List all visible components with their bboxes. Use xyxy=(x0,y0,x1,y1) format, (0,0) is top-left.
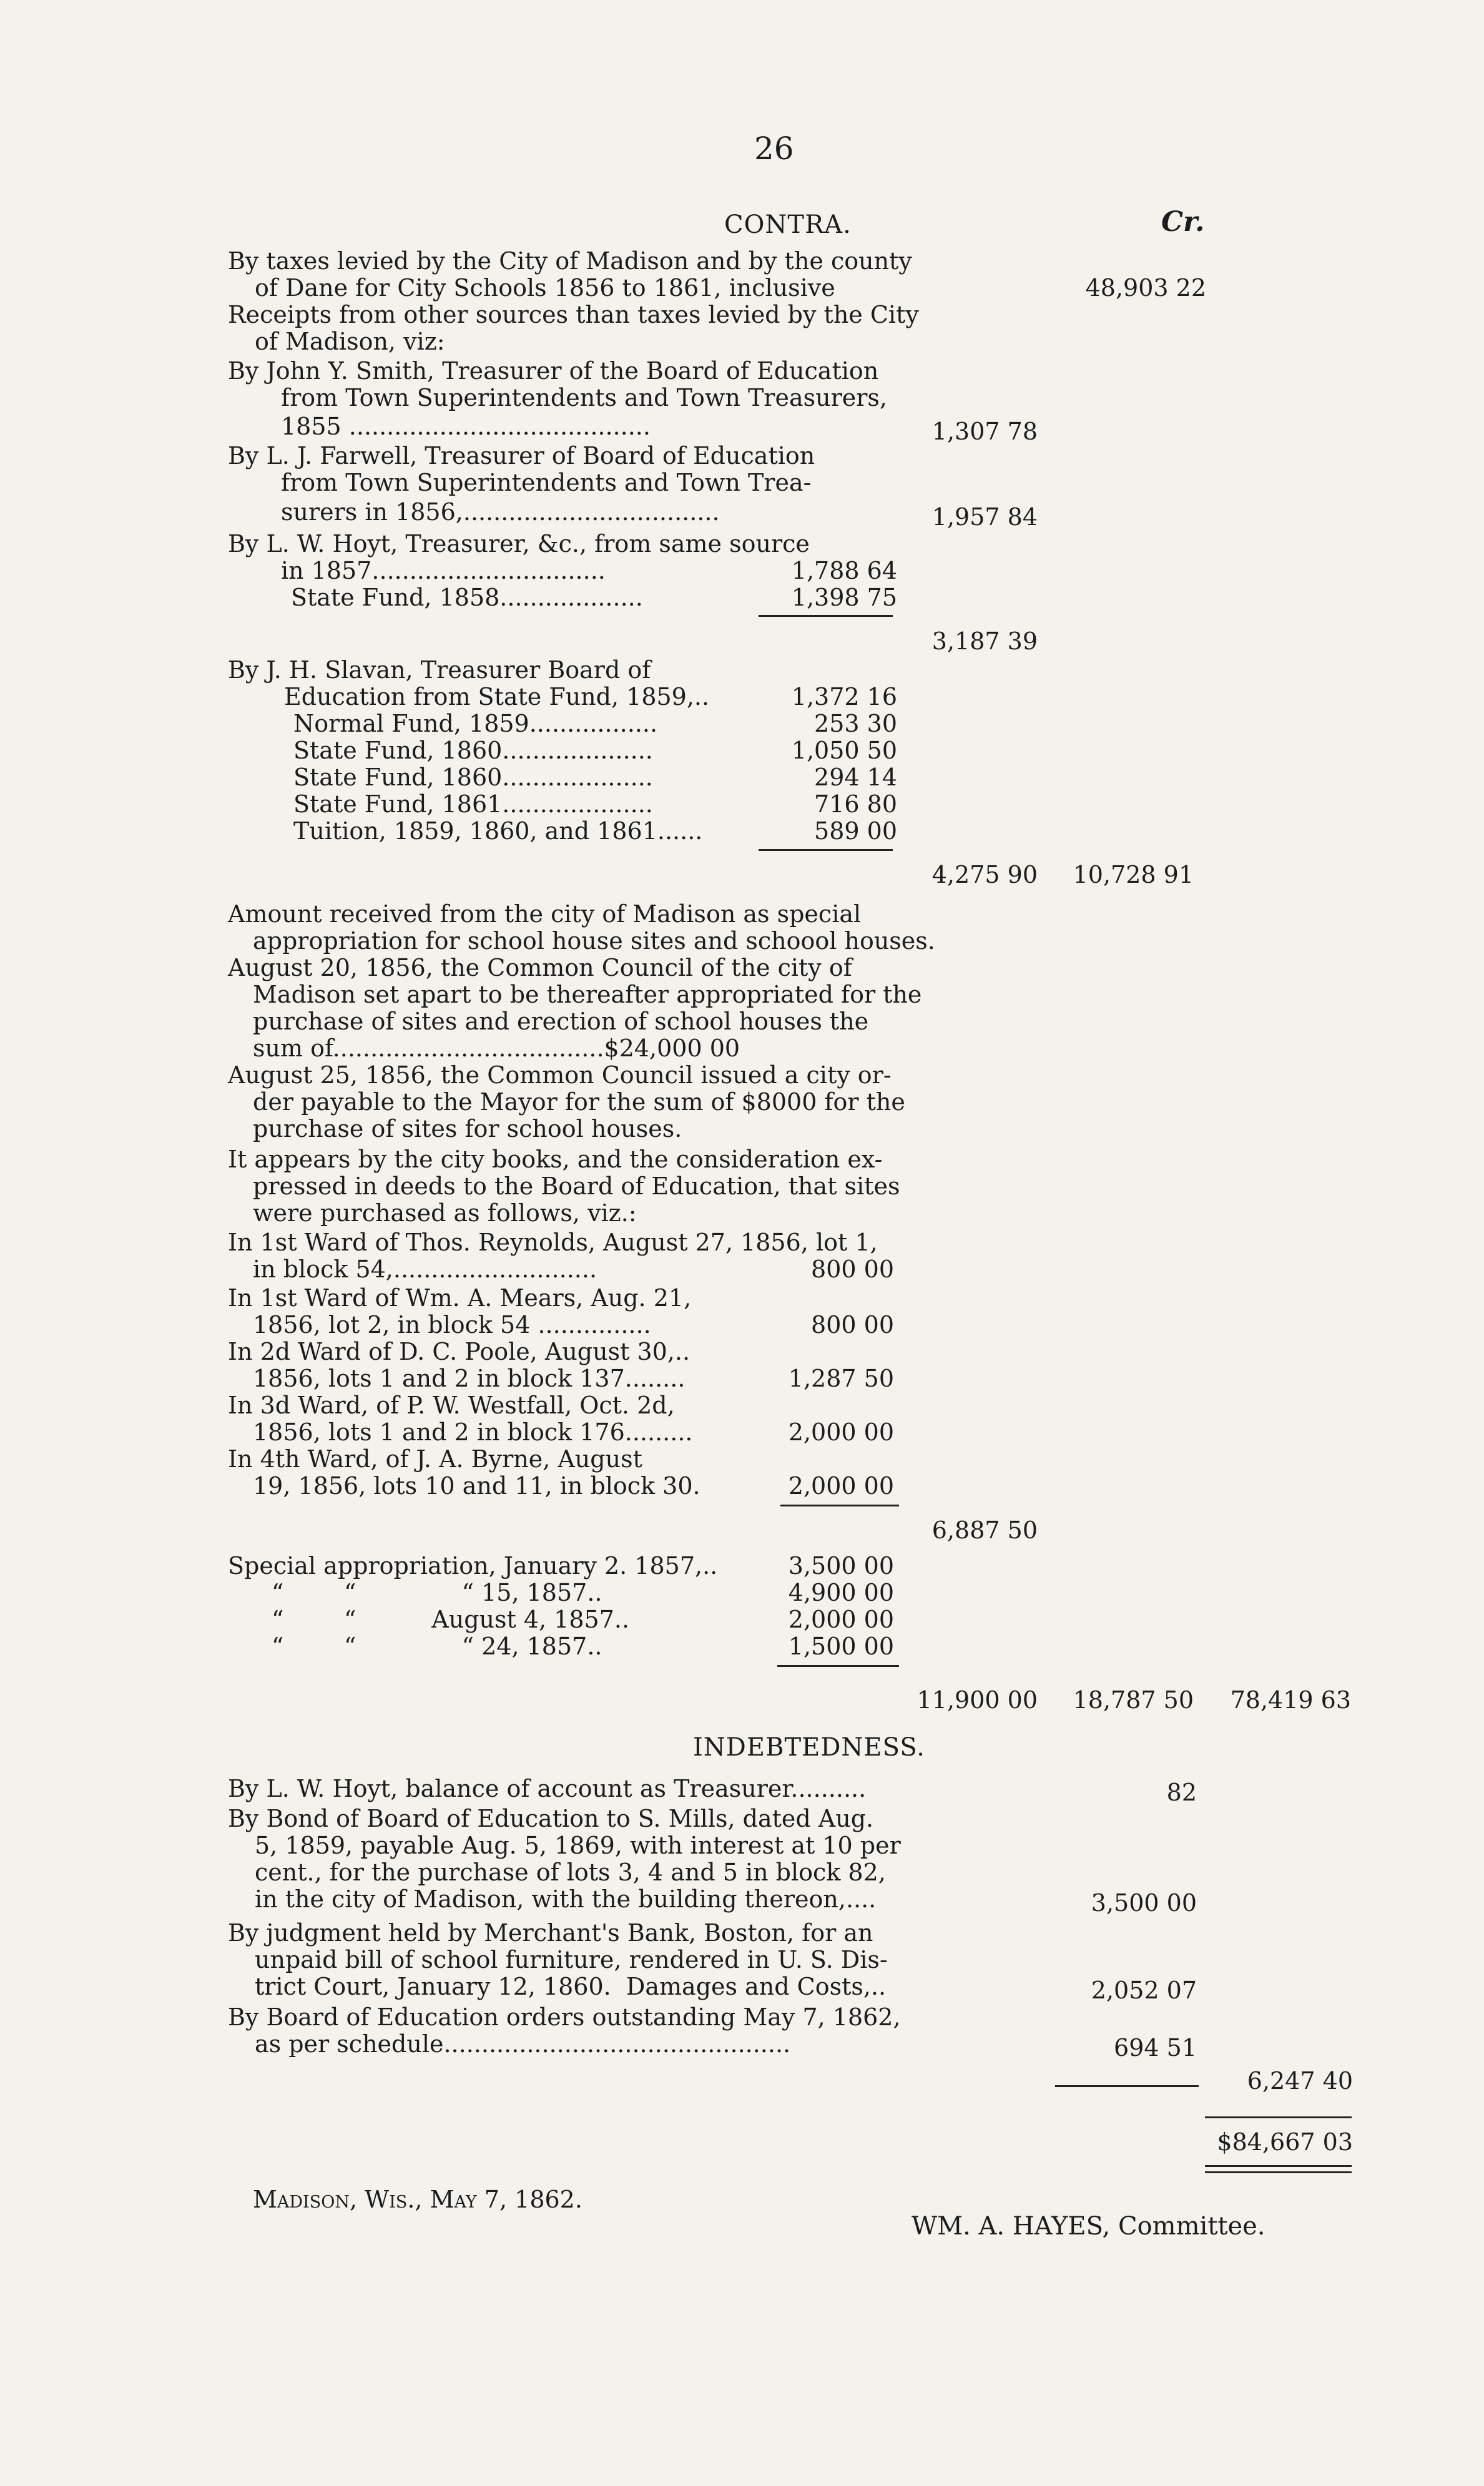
amount: 3,500 00 xyxy=(788,1552,894,1580)
text-line: By J. H. Slavan, Treasurer Board of xyxy=(228,656,651,684)
text-line: August 20, 1856, the Common Council of the city of xyxy=(228,954,852,981)
text-line: of Madison, viz: xyxy=(255,328,445,355)
text-line: unpaid bill of school furniture, rendered in U. S. Dis- xyxy=(255,1946,888,1973)
amount: 1,398 75 xyxy=(791,584,897,611)
text-line: By judgment held by Merchant's Bank, Boston, for an xyxy=(228,1919,873,1947)
text-line: State Fund, 1858................... xyxy=(291,584,643,611)
text-line: Special appropriation, January 2. 1857,.. xyxy=(228,1552,718,1580)
amount: 6,887 50 xyxy=(931,1516,1038,1544)
text-line: in 1857............................... xyxy=(281,557,606,584)
text-line: appropriation for school house sites and schoool houses. xyxy=(253,927,935,955)
text-line: By Bond of Board of Education to S. Mills, dated Aug. xyxy=(228,1805,874,1832)
text-line: State Fund, 1860.................... xyxy=(293,737,653,764)
text-line: “ “ “ 15, 1857.. xyxy=(272,1579,602,1606)
grand-total: $84,667 03 xyxy=(1217,2128,1353,2156)
amount: 1,372 16 xyxy=(791,683,897,710)
sum-rule xyxy=(1055,2085,1199,2087)
sum-rule xyxy=(777,1665,899,1667)
section-title-contra: CONTRA. xyxy=(724,210,852,239)
text-line: of Dane for City Schools 1856 to 1861, inclusive xyxy=(255,274,835,302)
text-line: from Town Superintendents and Town Treasurers, xyxy=(281,384,887,411)
double-rule-top xyxy=(1205,2165,1352,2167)
amount: 3,500 00 xyxy=(1091,1889,1197,1917)
text-line: from Town Superintendents and Town Trea- xyxy=(281,469,812,496)
text-line: pressed in deeds to the Board of Education, that sites xyxy=(253,1172,900,1200)
amount: 1,307 78 xyxy=(931,418,1038,445)
amount: 2,000 00 xyxy=(788,1606,894,1633)
text-line: “ “ “ 24, 1857.. xyxy=(272,1633,602,1660)
amount: 10,728 91 xyxy=(1073,861,1194,888)
sum-rule xyxy=(759,615,893,617)
text-line: 5, 1859, payable Aug. 5, 1869, with interest at 10 per xyxy=(255,1832,901,1859)
amount: 800 00 xyxy=(811,1255,894,1283)
text-line: purchase of sites and erection of school houses the xyxy=(253,1008,869,1035)
place-date: Madison, Wis., May 7, 1862. xyxy=(253,2186,582,2213)
text-line: It appears by the city books, and the consideration ex- xyxy=(228,1146,883,1173)
amount: 2,052 07 xyxy=(1091,1977,1197,2004)
text-line: By L. W. Hoyt, Treasurer, &c., from same source xyxy=(228,530,810,558)
amount: 1,957 84 xyxy=(931,503,1038,531)
amount: 4,900 00 xyxy=(788,1579,894,1606)
section-title-indebtedness: INDEBTEDNESS. xyxy=(693,1733,926,1762)
text-line: State Fund, 1861.................... xyxy=(293,790,653,818)
text-line: Receipts from other sources than taxes levied by the City xyxy=(228,301,919,328)
amount: 82 xyxy=(1166,1779,1197,1806)
text-line: in block 54,........................... xyxy=(253,1255,597,1283)
total-rule xyxy=(1205,2116,1352,2118)
text-line: as per schedule.............................................. xyxy=(255,2030,791,2058)
text-line: In 2d Ward of D. C. Poole, August 30,.. xyxy=(228,1338,690,1365)
amount: 11,900 00 xyxy=(916,1686,1038,1714)
amount: 716 80 xyxy=(814,790,897,818)
text-line: In 3d Ward, of P. W. Westfall, Oct. 2d, xyxy=(228,1392,675,1419)
text-line: By taxes levied by the City of Madison and by the county xyxy=(228,247,912,275)
text-line: in the city of Madison, with the building thereon,.... xyxy=(255,1885,877,1913)
text-line: In 4th Ward, of J. A. Byrne, August xyxy=(228,1445,642,1473)
text-line: Madison set apart to be thereafter appropriated for the xyxy=(253,981,922,1008)
amount: 2,000 00 xyxy=(788,1418,894,1446)
text-line: were purchased as follows, viz.: xyxy=(253,1199,637,1227)
text-line: der payable to the Mayor for the sum of $8000 for the xyxy=(253,1088,905,1116)
amount: 18,787 50 xyxy=(1073,1686,1194,1714)
text-line: purchase of sites for school houses. xyxy=(253,1115,682,1142)
text-line: cent., for the purchase of lots 3, 4 and 5 in block 82, xyxy=(255,1859,886,1886)
text-line: 19, 1856, lots 10 and 11, in block 30. xyxy=(253,1472,700,1500)
amount: 1,788 64 xyxy=(791,557,897,584)
amount: 800 00 xyxy=(811,1311,894,1339)
amount: 4,275 90 xyxy=(931,861,1038,888)
amount: 6,247 40 xyxy=(1247,2067,1353,2095)
text-line: By Board of Education orders outstanding May 7, 1862, xyxy=(228,2003,901,2031)
text-line: State Fund, 1860.................... xyxy=(293,764,653,791)
amount: 1,050 50 xyxy=(791,737,897,764)
amount: 1,500 00 xyxy=(788,1633,894,1660)
page-number: 26 xyxy=(754,130,794,167)
sum-rule xyxy=(759,849,893,851)
text-line: sum of....................................$24,000 00 xyxy=(253,1034,740,1062)
amount: 3,187 39 xyxy=(931,627,1038,655)
double-rule-bottom xyxy=(1205,2171,1352,2173)
amount: 253 30 xyxy=(814,710,897,737)
text-line: In 1st Ward of Thos. Reynolds, August 27, 1856, lot 1, xyxy=(228,1229,878,1256)
text-line: Normal Fund, 1859................. xyxy=(293,710,658,737)
text-line: By John Y. Smith, Treasurer of the Board of Education xyxy=(228,357,879,385)
text-line: 1856, lots 1 and 2 in block 176......... xyxy=(253,1418,693,1446)
amount: 2,000 00 xyxy=(788,1472,894,1500)
text-line: 1856, lots 1 and 2 in block 137........ xyxy=(253,1365,685,1392)
text-line: 1855 ........................................ xyxy=(281,413,651,440)
text-line: trict Court, January 12, 1860. Damages and Costs,.. xyxy=(255,1973,887,2000)
text-line: By L. J. Farwell, Treasurer of Board of Education xyxy=(228,442,815,469)
amount: 78,419 63 xyxy=(1230,1686,1351,1714)
amount: 294 14 xyxy=(814,764,897,791)
amount: 48,903 22 xyxy=(1085,274,1206,302)
text-line: In 1st Ward of Wm. A. Mears, Aug. 21, xyxy=(228,1284,692,1312)
text-line: August 25, 1856, the Common Council issued a city or- xyxy=(228,1061,892,1089)
text-line: surers in 1856,.................................. xyxy=(281,498,720,526)
text-line: By L. W. Hoyt, balance of account as Treasurer.......... xyxy=(228,1775,867,1802)
signature: WM. A. HAYES, Committee. xyxy=(912,2212,1265,2241)
amount: 1,287 50 xyxy=(788,1365,894,1392)
text-line: “ “ August 4, 1857.. xyxy=(272,1606,630,1633)
credit-label: Cr. xyxy=(1161,206,1205,238)
text-line: 1856, lot 2, in block 54 ............... xyxy=(253,1311,651,1339)
text-line: Education from State Fund, 1859,.. xyxy=(284,683,710,710)
amount: 589 00 xyxy=(814,817,897,845)
sum-rule xyxy=(780,1505,899,1506)
amount: 694 51 xyxy=(1114,2034,1197,2061)
text-line: Amount received from the city of Madison as special xyxy=(228,900,862,928)
text-line: Tuition, 1859, 1860, and 1861...... xyxy=(293,817,703,845)
